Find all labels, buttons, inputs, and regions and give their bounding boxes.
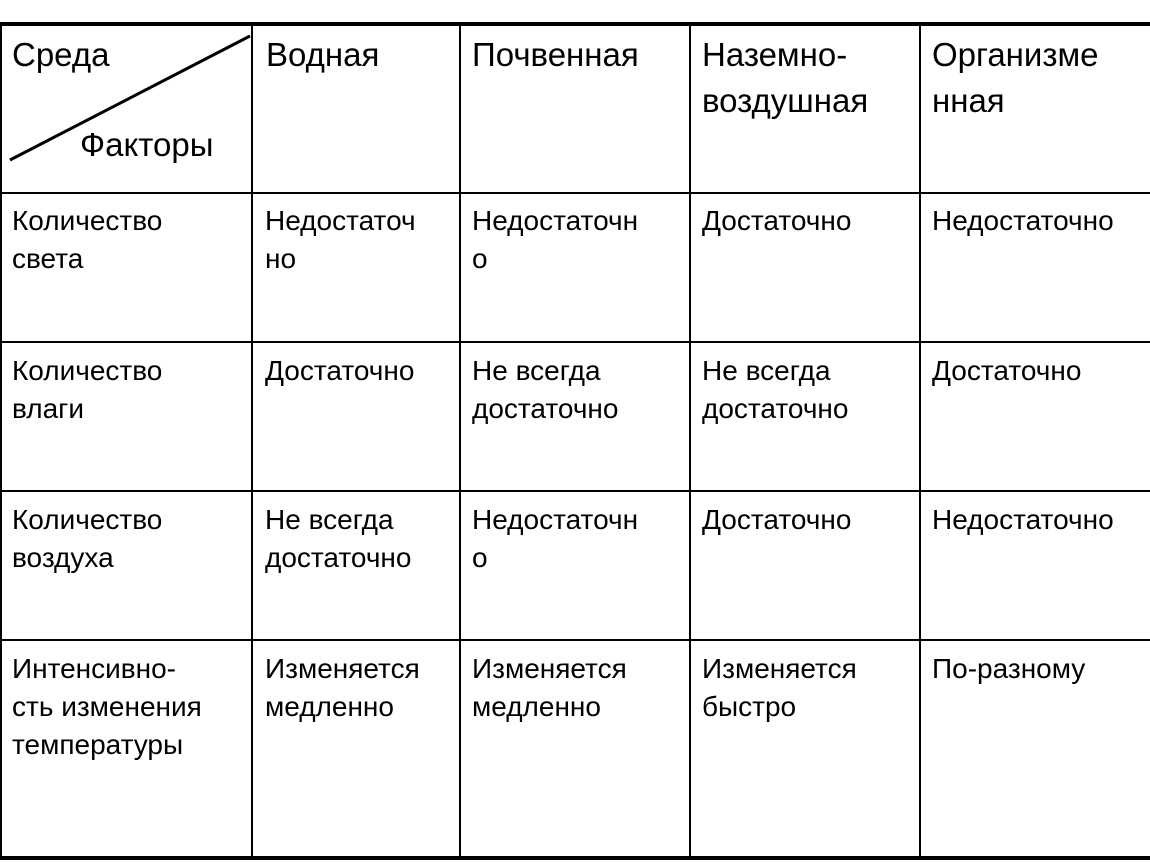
row-factor-label: Количество света — [12, 205, 163, 274]
corner-top-label: Среда — [12, 36, 110, 73]
column-header: Наземно- воздушная — [702, 36, 869, 119]
table-cell: Недостаточ но — [265, 205, 416, 274]
row-factor-label: Интенсивно- сть изменения температуры — [12, 653, 202, 760]
column-header: Водная — [266, 36, 380, 73]
table-cell: Недостаточно — [932, 504, 1114, 535]
table-cell: Недостаточно — [932, 205, 1114, 236]
table-cell: Недостаточн о — [472, 504, 639, 573]
column-header: Организме нная — [932, 36, 1099, 119]
table-cell: Не всегда достаточно — [702, 355, 849, 424]
table-cell: Недостаточн о — [472, 205, 639, 274]
table-cell: Достаточно — [932, 355, 1082, 386]
row-factor-label: Количество влаги — [12, 355, 163, 424]
table-cell: Достаточно — [702, 504, 852, 535]
column-header: Почвенная — [472, 36, 639, 73]
corner-bottom-label: Факторы — [80, 126, 214, 163]
table-cell: Не всегда достаточно — [472, 355, 619, 424]
table-cell: Изменяется медленно — [472, 653, 627, 722]
table-cell: Изменяется медленно — [265, 653, 420, 722]
table-cell: Изменяется быстро — [702, 653, 857, 722]
table-cell: Не всегда достаточно — [265, 504, 412, 573]
table-cell: По-разному — [932, 653, 1086, 684]
table-cell: Достаточно — [265, 355, 415, 386]
row-factor-label: Количество воздуха — [12, 504, 163, 573]
table-cell: Достаточно — [702, 205, 852, 236]
